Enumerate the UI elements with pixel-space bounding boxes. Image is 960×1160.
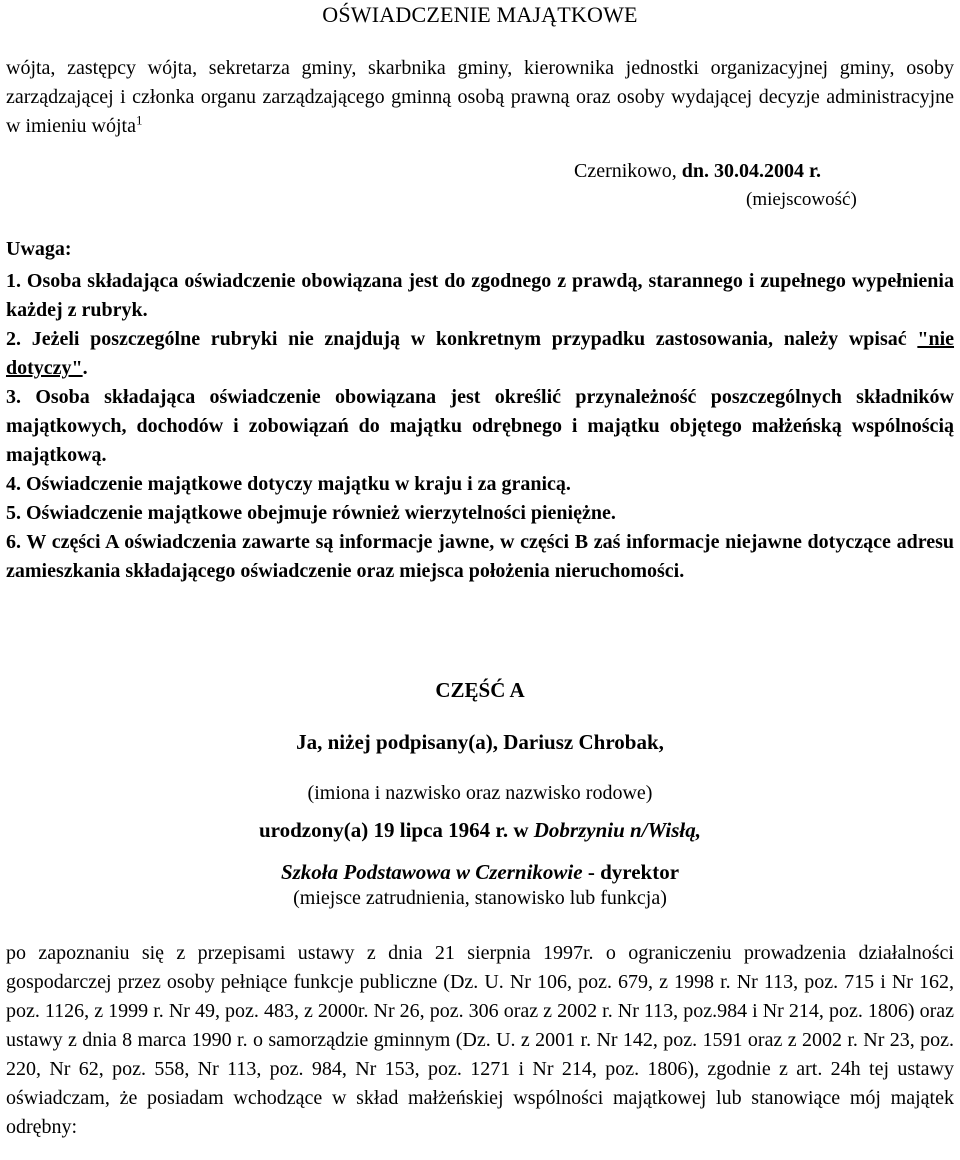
place-name: Czernikowo,: [574, 160, 677, 182]
note-item: 1. Osoba składająca oświadczenie obowiązana jest do zgodnego z prawdą, starannego i zupełnego wypełnienia każdej z rubryk.: [6, 270, 954, 321]
position: - dyrektor: [587, 860, 680, 884]
workplace: Szkoła Podstawowa w Czernikowie: [280, 860, 583, 884]
note-end: .: [82, 357, 88, 379]
notes-label: Uwaga:: [6, 238, 72, 260]
place-caption: (miejscowość): [746, 189, 857, 210]
note-item: 6. W części A oświadczenia zawarte są informacje jawne, w części B zaś informacje niejawne dotyczące adresu zamieszkania składającego oświadczenie oraz miejsca położenia nieruchomości.: [6, 531, 954, 582]
declarant-line: Ja, niżej podpisany(a), Dariusz Chrobak,: [296, 730, 664, 754]
date-text: dn. 30.04.2004 r.: [681, 160, 822, 182]
part-a-heading: CZĘŚĆ A: [435, 678, 525, 702]
intro-paragraph: [6, 54, 954, 141]
birth-place: Dobrzyniu n/Wisłą,: [533, 818, 702, 842]
note-item: 5. Oświadczenie majątkowe obejmuje również wierzytelności pieniężne.: [6, 502, 616, 524]
footnote-mark: 1: [135, 112, 143, 128]
employment-line: [0, 860, 960, 885]
note-text: 2. Jeżeli poszczególne rubryki nie znajdują w konkretnym przypadku zastosowania, należy wpisać: [6, 328, 907, 350]
note-item: 3. Osoba składająca oświadczenie obowiązana jest określić przynależność poszczególnych składników majątkowych, dochodów i zobowiązań do majątku odrębnego i majątku objętego małżeńską wspólnością majątkową.: [6, 386, 954, 466]
birth-line: [0, 818, 960, 843]
names-caption: (imiona i nazwisko oraz nazwisko rodowe): [307, 782, 653, 804]
legal-paragraph: po zapoznaniu się z przepisami ustawy z dnia 21 sierpnia 1997r. o ograniczeniu prowadzenia działalności gospodarczej przez osoby pełniące funkcje publiczne (Dz. U. Nr 106, poz. 679, z 1998 r. Nr 113, poz. 715 i Nr 162, poz. 1126, z 1999 r. Nr 49, poz. 483, z 2000r. Nr 26, poz. 306 oraz z 2002 r. Nr 113, poz.984 i Nr 214, poz. 1806) oraz ustawy z dnia 8 marca 1990 r. o samorządzie gminnym (Dz. U. z 2001 r. Nr 142, poz. 1591 oraz z 2002 r. Nr 23, poz. 220, Nr 62, poz. 558, Nr 113, poz. 984, Nr 153, poz. 1271 i Nr 214, poz. 1806), zgodnie z art. 24h tej ustawy oświadczam, że posiadam wchodzące w skład małżeńskiej wspólności majątkowej lub stanowiące mój majątek odrębny:: [6, 942, 954, 1138]
note-item: [6, 325, 954, 383]
note-quoted: "nie dotyczy": [6, 328, 955, 379]
place-date-line: [574, 160, 821, 183]
document-title: OŚWIADCZENIE MAJĄTKOWE: [322, 2, 638, 27]
birth-prefix: urodzony(a) 19 lipca 1964 r. w: [258, 818, 529, 842]
notes-list: [6, 267, 954, 586]
employment-caption: (miejsce zatrudnienia, stanowisko lub funkcja): [293, 887, 667, 909]
note-item: 4. Oświadczenie majątkowe dotyczy majątku w kraju i za granicą.: [6, 473, 571, 495]
intro-text: wójta, zastępcy wójta, sekretarza gminy, skarbnika gminy, kierownika jednostki organizacyjnej gminy, osoby zarządzającej i członka organu zarządzającego gminną osobą prawną oraz osoby wydającej decyzje administracyjne w imieniu wójta: [6, 57, 954, 137]
